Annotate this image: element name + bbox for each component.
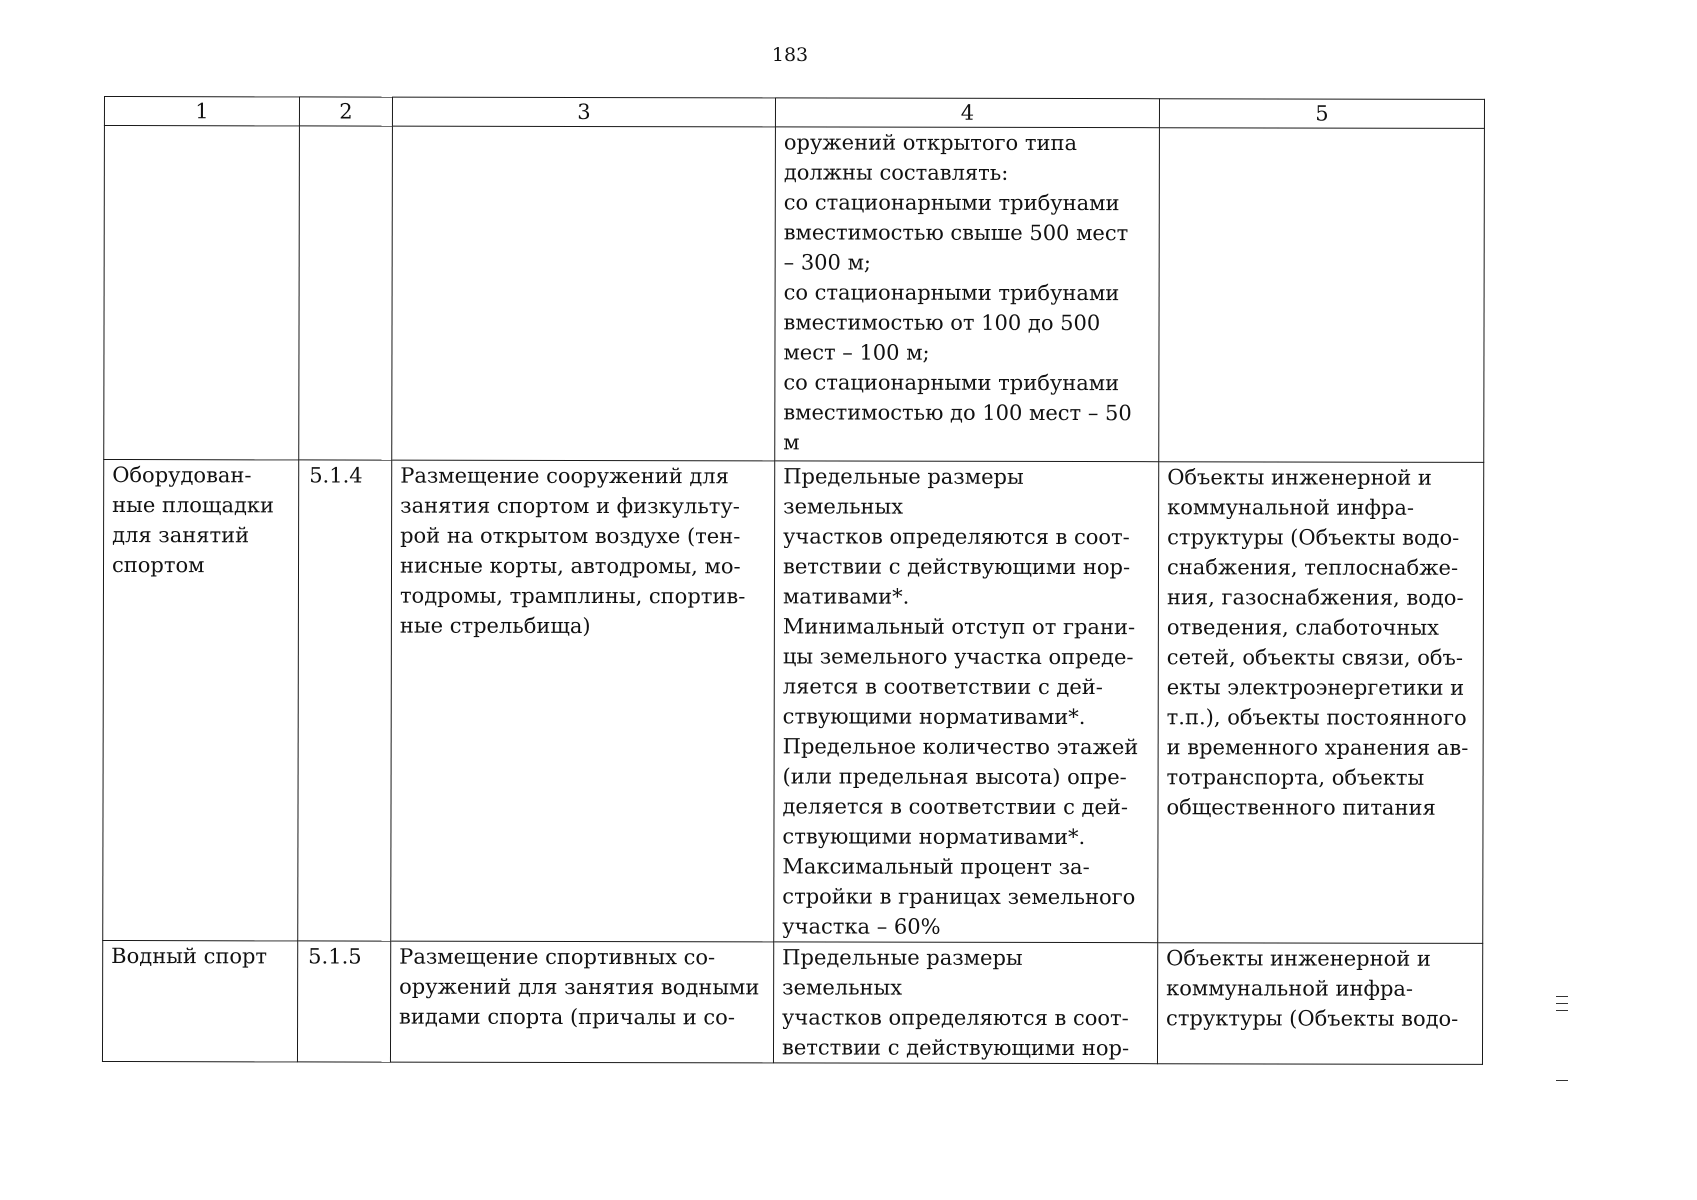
cell-parameters: Предельные размеры земельных участков определяются в соот- ветствии с действующими нор- мативами*. Минимальный отступ от грани- цы земельного участка опреде- ляется в соответствии с дей- ствующими нормативами*. Предельное количество этажей (или предельная высота) опре- деляется в соответствии с дей- ствующими нормативами*. Максимальный процент за- стройки в границах земельного участка – 60% [774,461,1159,943]
cell-use-description: Размещение сооружений для занятия спортом и физкульту- рой на открытом воздухе (тен- нисные корты, автодромы, мо- тодромы, трамплины, спортив- ные стрельбища) [391,460,775,942]
column-header-3: 3 [392,97,775,127]
cell-use-name: Водный спорт [102,940,297,1061]
scan-margin-mark [1556,996,1568,997]
scan-margin-mark [1556,1003,1568,1004]
column-header-1: 1 [104,97,299,126]
cell-use-description: Размещение спортивных со- оружений для занятия водными видами спорта (причалы и со- [390,941,773,1063]
column-header-2: 2 [299,97,392,126]
page-number: 183 [771,44,809,66]
cell-auxiliary-uses: Объекты инженерной и коммунальной инфра- структуры (Объекты водо- [1157,943,1482,1065]
table-row [103,460,1484,944]
cell-use-name [104,126,300,460]
column-header-5: 5 [1159,99,1484,129]
cell-use-code [299,126,393,460]
table-header-row [104,97,1484,129]
cell-parameters: оружений открытого типа должны составлять: со стационарными трибунами вместимостью свыше 500 мест – 300 м; со стационарными трибунами вместимостью от 100 до 500 мест – 100 м; со стационарными трибунами вместимостью до 100 мест – 50 м [775,127,1160,462]
cell-auxiliary-uses [1159,128,1485,463]
scan-margin-mark [1556,1080,1568,1081]
cell-auxiliary-uses: Объекты инженерной и коммунальной инфра- структуры (Объекты водо- снабжения, теплоснабже- ния, газоснабжения, водо- отведения, слаботочных сетей, объекты связи, объ- екты электроэнергетики и т.п.), объекты постоянного и временного хранения ав- тотранспорта, объекты общественного питания [1158,462,1484,944]
table-row [102,940,1482,1064]
cell-use-code: 5.1.5 [297,941,390,1062]
column-header-4: 4 [775,98,1159,128]
scan-margin-mark [1556,1010,1568,1011]
cell-use-code: 5.1.4 [298,460,392,941]
cell-use-description [392,126,776,461]
table-row [104,126,1485,463]
cell-parameters: Предельные размеры земельных участков определяются в соот- ветствии с действующими нор- [773,942,1157,1064]
regulations-table [102,96,1485,1065]
cell-use-name: Оборудован- ные площадки для занятий спортом [103,460,299,941]
